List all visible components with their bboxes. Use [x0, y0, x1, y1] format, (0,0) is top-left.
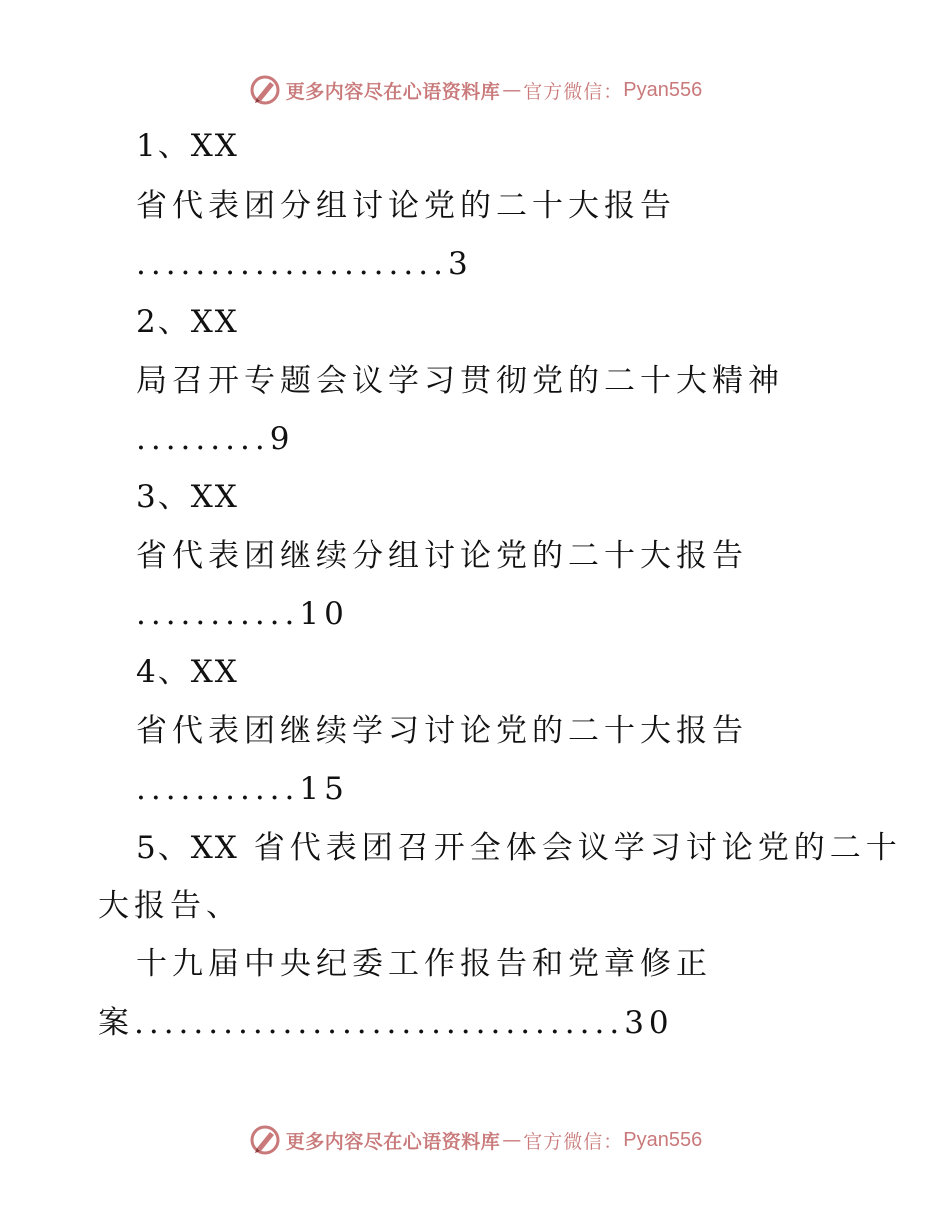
- watermark-wechat-id: Pyan556: [623, 1128, 703, 1151]
- toc-item-4-page[interactable]: 15: [299, 771, 349, 807]
- toc-item-5-title-line1[interactable]: 省代表团召开全体会议学习讨论党的二十: [253, 830, 902, 866]
- toc-item-5-first-row: [136, 828, 902, 868]
- toc-item-3-page[interactable]: 10: [299, 596, 349, 632]
- footer-watermark: [0, 1120, 950, 1160]
- toc-item-5-leader: .................................: [134, 1005, 625, 1041]
- toc-item-5-title-line4[interactable]: 案: [98, 1005, 134, 1041]
- toc-item-5-title-line3[interactable]: 十九届中央纪委工作报告和党章修正: [136, 946, 712, 982]
- watermark-wechat-id: Pyan556: [623, 78, 703, 101]
- watermark-text: 更多内容尽在心语资料库: [285, 1130, 501, 1153]
- toc-item-4-leader-row: [136, 769, 349, 809]
- toc-item-5-title-line2[interactable]: 大报告、: [98, 888, 242, 924]
- toc-item-1-number: 1、XX: [136, 128, 239, 164]
- pen-logo-icon: [248, 1123, 282, 1157]
- toc-item-2-leader-row: [136, 419, 294, 459]
- toc-item-5-page[interactable]: 30: [624, 1005, 674, 1041]
- toc-item-5-leader-row: [98, 1003, 674, 1043]
- toc-item-3-leader-row: [136, 594, 349, 634]
- toc-item-5-number: 5、XX: [136, 830, 239, 866]
- toc-item-4-leader: ...........: [136, 771, 300, 807]
- toc-item-3-number: 3、XX: [136, 479, 239, 515]
- toc-item-4-title[interactable]: 省代表团继续学习讨论党的二十大报告: [136, 713, 748, 749]
- watermark-dash: —: [502, 79, 522, 101]
- watermark-wechat-label: 官方微信：: [523, 80, 624, 103]
- toc-item-2-leader: .........: [136, 421, 270, 457]
- toc-item-2-number: 2、XX: [136, 304, 239, 340]
- watermark-wechat-label: 官方微信：: [523, 1130, 624, 1153]
- toc-item-1-page[interactable]: 3: [447, 246, 473, 282]
- toc-item-2-page[interactable]: 9: [269, 421, 295, 457]
- toc-item-3-title[interactable]: 省代表团继续分组讨论党的二十大报告: [136, 538, 748, 574]
- toc-item-1-leader: .....................: [136, 246, 448, 282]
- watermark-dash: —: [502, 1129, 522, 1151]
- toc-item-1-leader-row: [136, 244, 473, 284]
- toc-item-2-title[interactable]: 局召开专题会议学习贯彻党的二十大精神: [136, 363, 784, 399]
- toc-item-1-title[interactable]: 省代表团分组讨论党的二十大报告: [136, 188, 676, 224]
- watermark-text: 更多内容尽在心语资料库: [285, 80, 501, 103]
- toc-item-4-number: 4、XX: [136, 654, 239, 690]
- toc-item-3-leader: ...........: [136, 596, 300, 632]
